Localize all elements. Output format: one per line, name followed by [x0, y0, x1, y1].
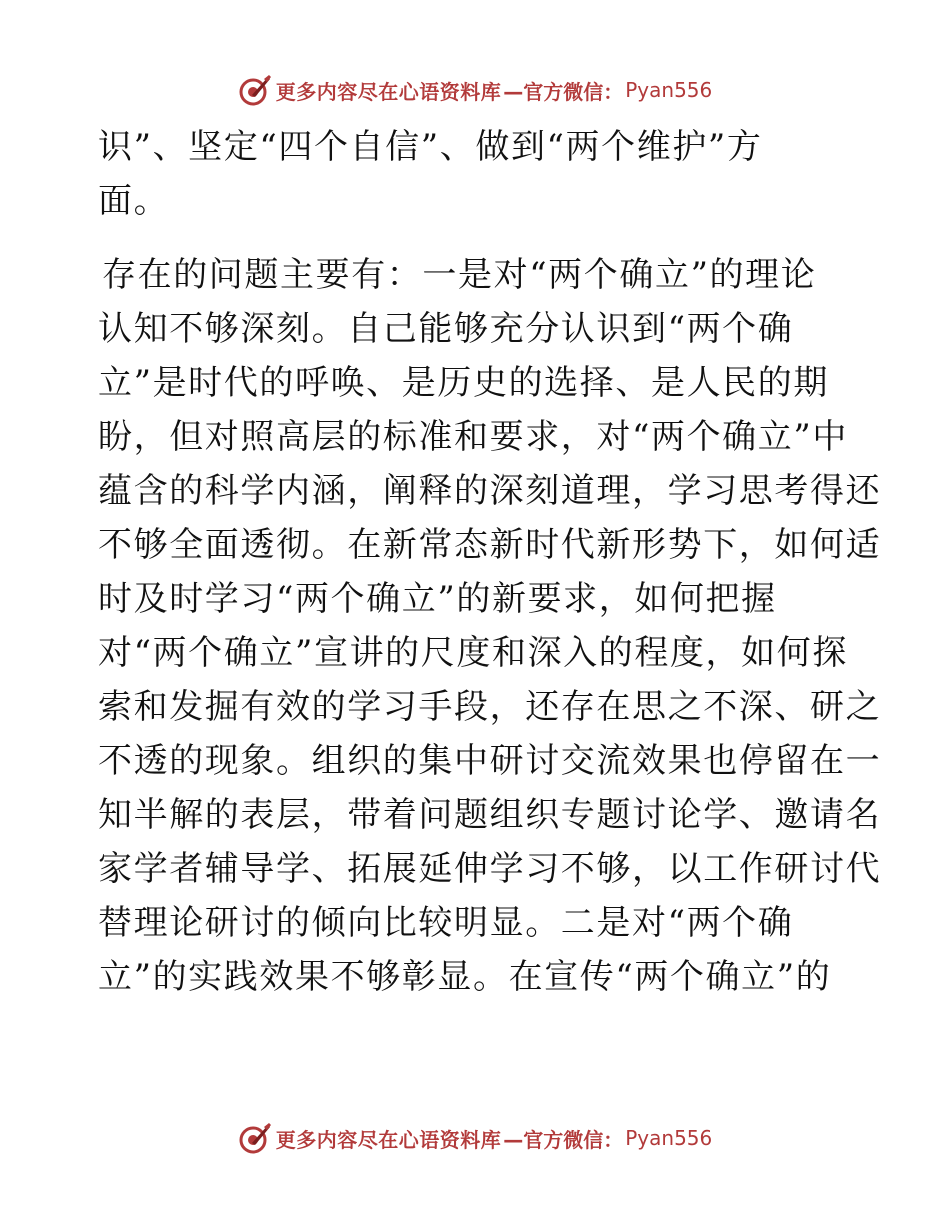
text-line: 对“两个确立”宣讲的尺度和深入的程度，如何探	[98, 633, 848, 673]
watermark-separator: —官方微信：	[503, 1127, 624, 1152]
watermark-account: Pyan556	[625, 78, 713, 102]
text-line: 存在的问题主要有：一是对“两个确立”的理论	[102, 255, 817, 295]
footer-watermark	[0, 1118, 950, 1158]
text-line: 索和发掘有效的学习手段，还存在思之不深、研之	[98, 687, 882, 727]
text-line: 识”、坚定“四个自信”、做到“两个维护”方	[98, 127, 763, 167]
watermark-separator: —官方微信：	[503, 79, 624, 104]
text-line: 面。	[98, 181, 170, 221]
watermark-text: 更多内容尽在心语资料库	[275, 79, 502, 104]
watermark-account: Pyan556	[625, 1126, 713, 1150]
text-line: 不透的现象。组织的集中研讨交流效果也停留在一	[98, 741, 882, 781]
paragraph-2	[98, 248, 882, 1004]
text-line: 不够全面透彻。在新常态新时代新形势下，如何适	[98, 525, 882, 565]
document-body	[98, 120, 882, 1004]
text-line: 时及时学习“两个确立”的新要求，如何把握	[98, 579, 777, 619]
paragraph-1	[98, 120, 858, 228]
text-line: 认知不够深刻。自己能够充分认识到“两个确	[98, 309, 794, 349]
text-line: 知半解的表层，带着问题组织专题讨论学、邀请名	[98, 795, 882, 835]
text-line: 立”的实践效果不够彰显。在宣传“两个确立”的	[98, 957, 832, 997]
quill-logo-icon	[238, 1121, 272, 1155]
header-watermark	[0, 70, 950, 110]
watermark-text: 更多内容尽在心语资料库	[275, 1127, 502, 1152]
text-line: 立”是时代的呼唤、是历史的选择、是人民的期	[98, 363, 829, 403]
text-line: 盼，但对照高层的标准和要求，对“两个确立”中	[98, 417, 848, 457]
text-line: 蕴含的科学内涵，阐释的深刻道理，学习思考得还	[98, 471, 882, 511]
quill-logo-icon	[238, 73, 272, 107]
text-line: 替理论研讨的倾向比较明显。二是对“两个确	[98, 903, 794, 943]
text-line: 家学者辅导学、拓展延伸学习不够，以工作研讨代	[98, 849, 882, 889]
